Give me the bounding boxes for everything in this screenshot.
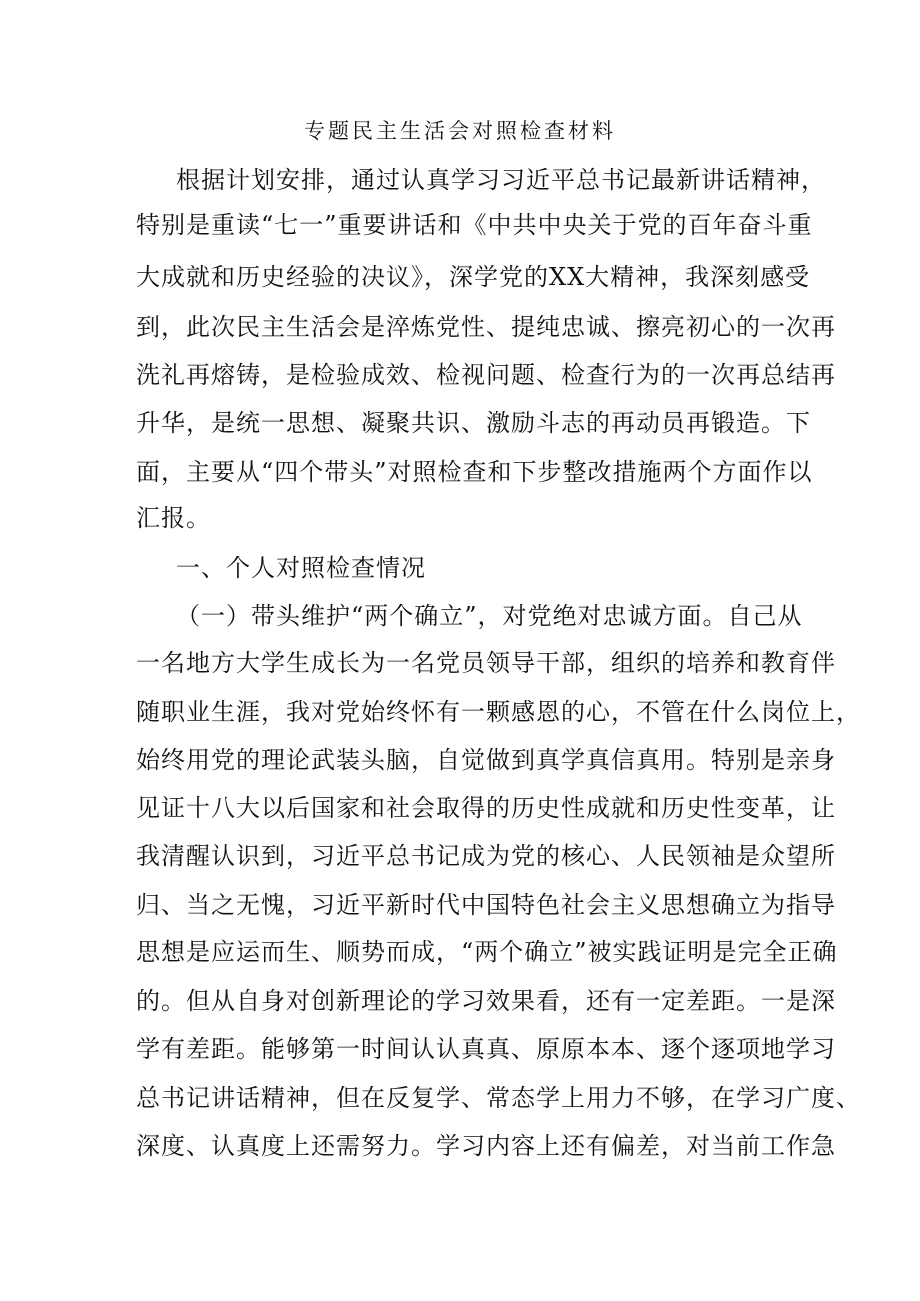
body-line-4: 始终用党的理论武装头脑，自觉做到真学真信真用。特别是亲身 — [136, 746, 836, 774]
intro-line-5: 洗礼再熔铸，是检验成效、检视问题、检查行为的一次再总结再 — [136, 361, 836, 389]
body-line-10: 学有差距。能够第一时间认认真真、原原本本、逐个逐项地学习 — [136, 1035, 836, 1063]
section-heading: 一、个人对照检查情况 — [176, 554, 426, 582]
body-line-2: 一名地方大学生成长为一名党员领导干部，组织的培养和教育伴 — [136, 649, 836, 677]
body-line-11: 总书记讲话精神，但在反复学、常态学上用力不够，在学习广度、 — [136, 1084, 861, 1112]
body-line-8: 思想是应运而生、顺势而成，“两个确立”被实践证明是完全正确 — [136, 938, 838, 966]
body-line-7: 归、当之无愧，习近平新时代中国特色社会主义思想确立为指导 — [136, 891, 836, 919]
intro-line-1: 根据计划安排，通过认真学习习近平总书记最新讲话精神， — [176, 166, 826, 194]
intro-line-6: 升华，是统一思想、凝聚共识、激励斗志的再动员再锻造。下 — [136, 409, 811, 437]
body-line-5: 见证十八大以后国家和社会取得的历史性成就和历史性变革，让 — [136, 794, 836, 822]
body-line-9: 的。但从自身对创新理论的学习效果看，还有一定差距。一是深 — [136, 987, 836, 1015]
intro-line-7: 面，主要从“四个带头”对照检查和下步整改措施两个方面作以 — [136, 458, 813, 486]
intro-line-2: 特别是重读“七一”重要讲话和《中共中央关于党的百年奋斗重 — [136, 211, 813, 239]
intro-line-8: 汇报。 — [136, 504, 211, 532]
intro-line-3: 大成就和历史经验的决议》，深学党的XX大精神，我深刻感受 — [136, 263, 811, 291]
body-line-3: 随职业生涯，我对党始终怀有一颗感恩的心，不管在什么岗位上， — [136, 698, 861, 726]
intro-line-4: 到，此次民主生活会是淬炼党性、提纯忠诚、擦亮初心的一次再 — [136, 313, 836, 341]
body-line-6: 我清醒认识到，习近平总书记成为党的核心、人民领袖是众望所 — [136, 842, 836, 870]
body-line-1: （一）带头维护“两个确立”，对党绝对忠诚方面。自己从 — [176, 602, 803, 630]
body-line-12: 深度、认真度上还需努力。学习内容上还有偏差，对当前工作急 — [136, 1132, 836, 1160]
document-title: 专题民主生活会对照检查材料 — [304, 119, 616, 143]
